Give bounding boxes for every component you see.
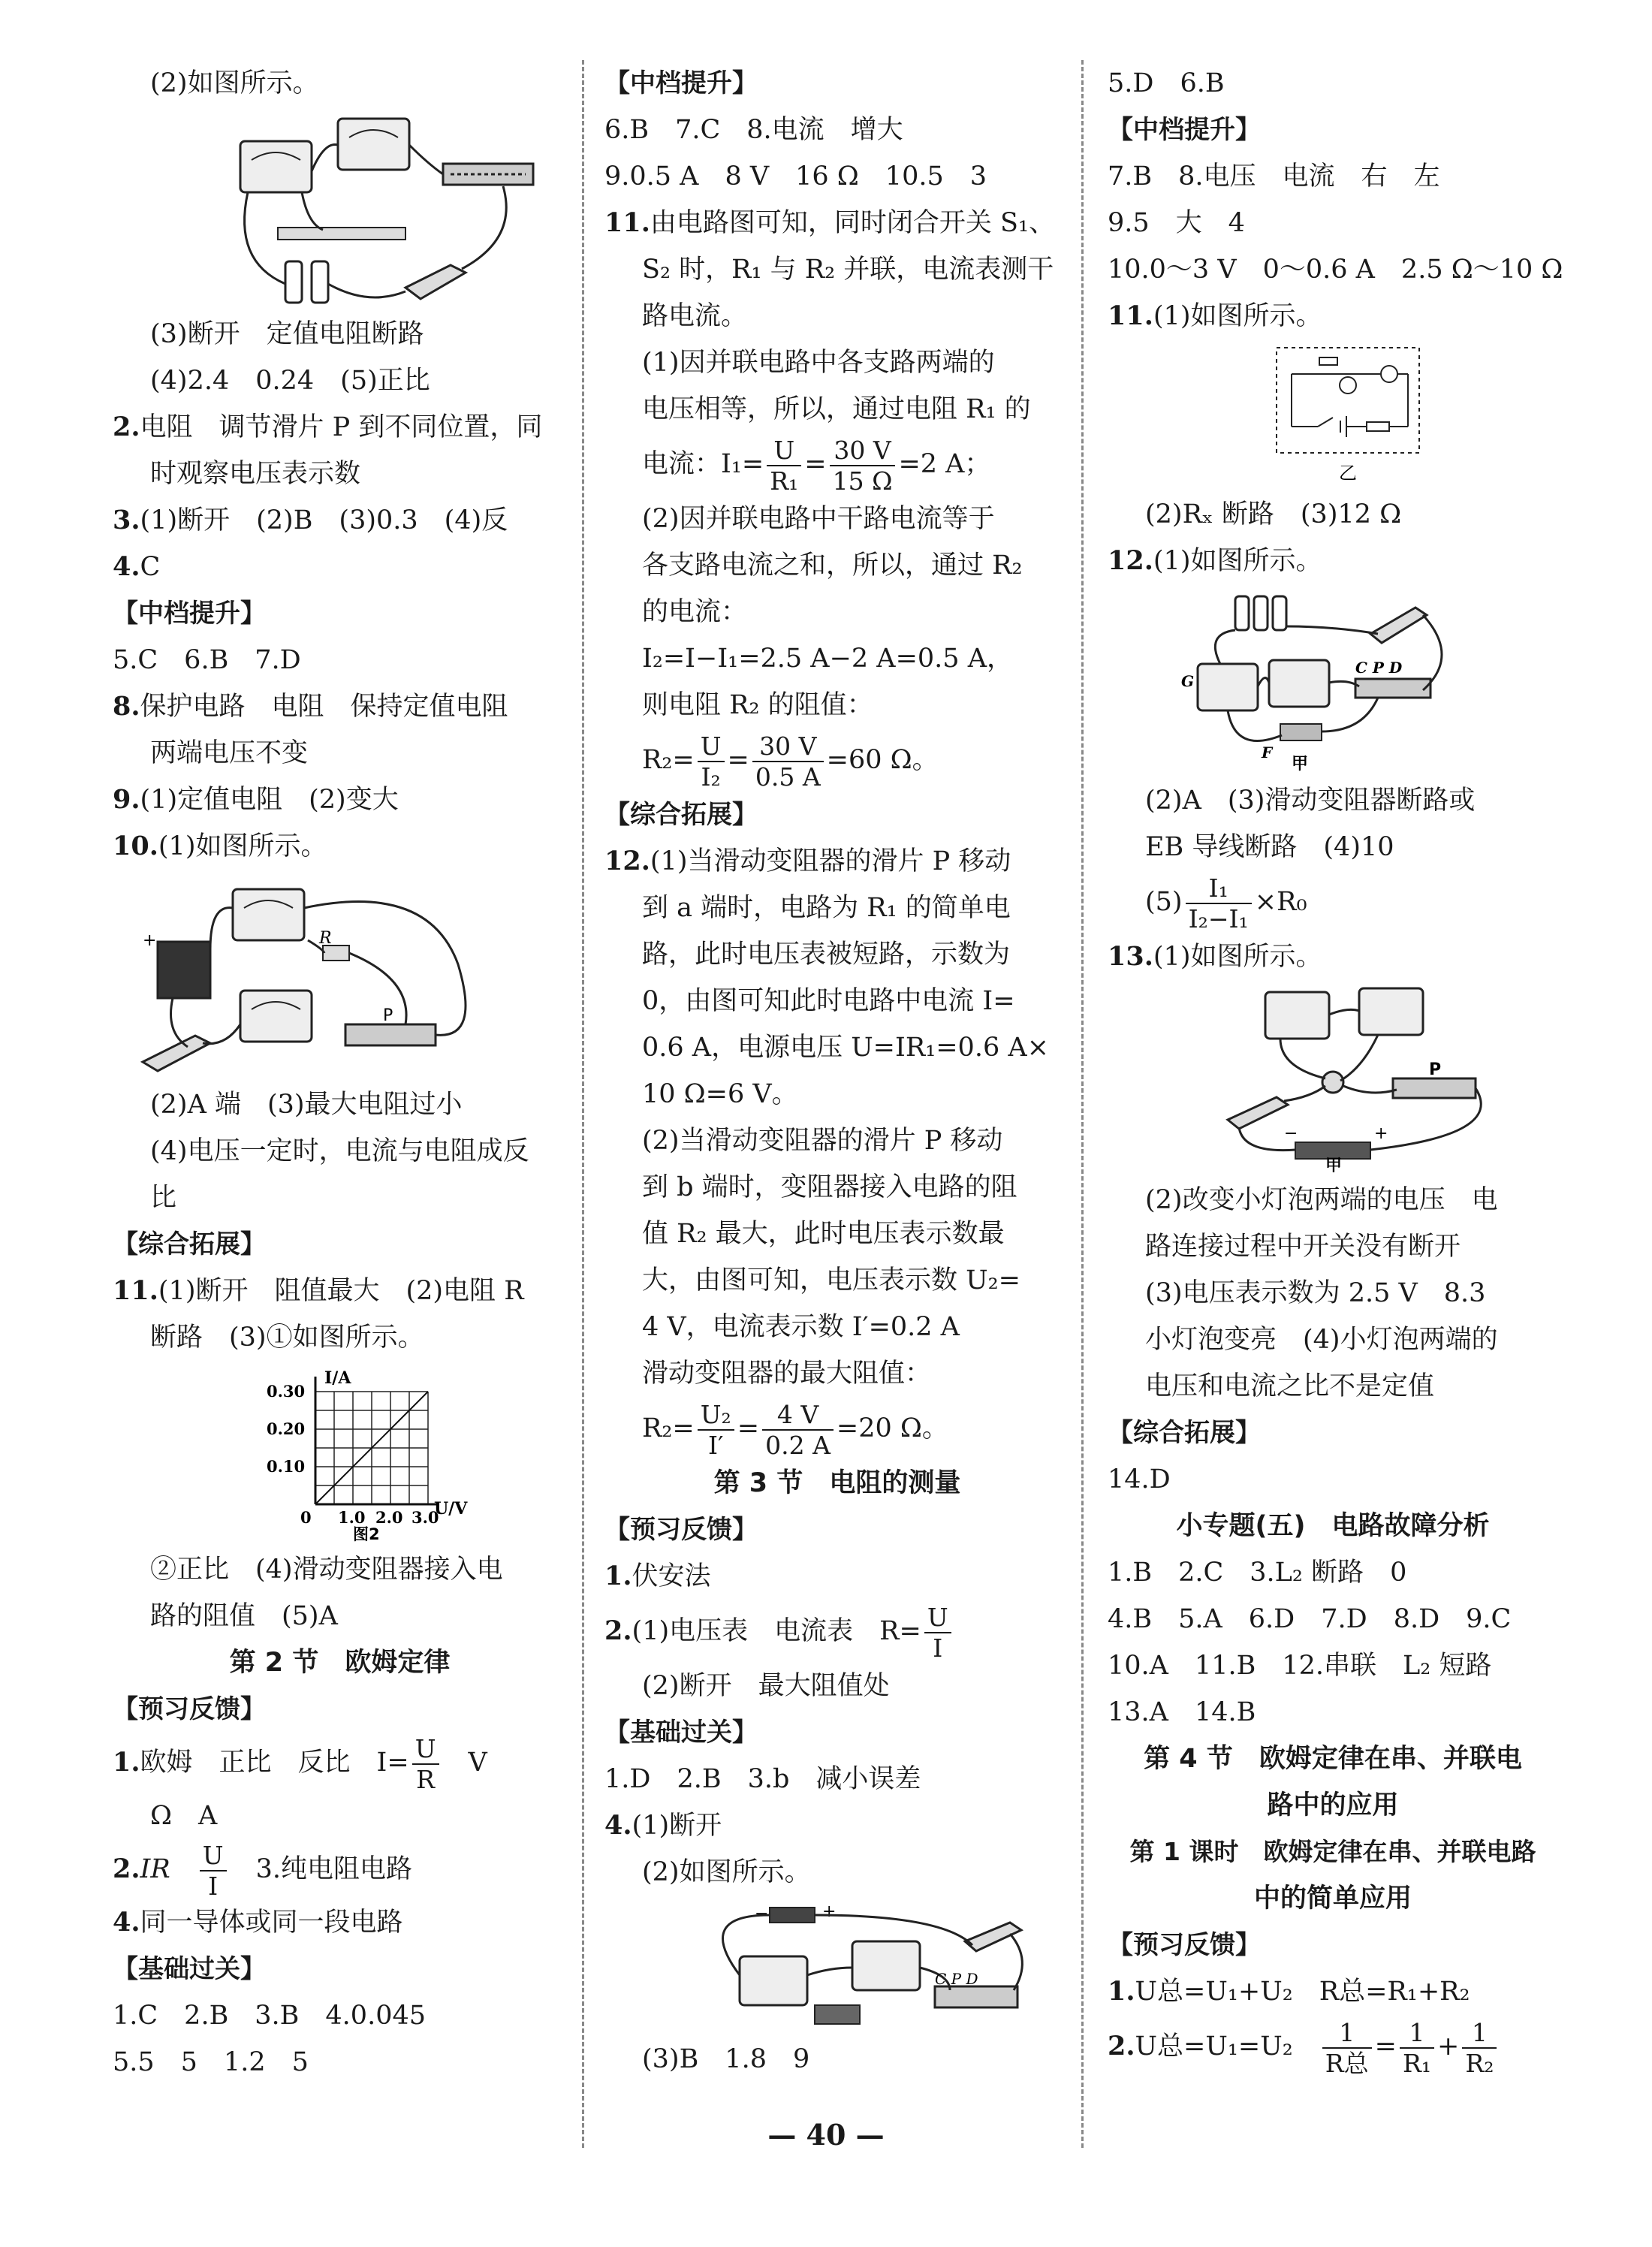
c3-line xyxy=(1108,933,1558,980)
c3-line xyxy=(1108,293,1558,339)
c3-line: 14.D xyxy=(1108,1464,1171,1494)
section-header: 【中档提升】 xyxy=(1108,115,1261,145)
svg-text:R: R xyxy=(319,929,332,948)
q-num: 8. xyxy=(113,691,140,722)
c1-line: 1.C 2.B 3.B 4.0.045 xyxy=(113,2001,426,2031)
frac-den: 0.2 A xyxy=(765,1430,831,1460)
svg-text:C P D: C P D xyxy=(935,1970,978,1988)
c1-line xyxy=(113,404,567,451)
section-title: 中的简单应用 xyxy=(1253,1884,1412,1914)
frac-den: I′ xyxy=(707,1430,724,1460)
c2-line: 值 R₂ 最大，此时电压表示数最 xyxy=(642,1219,1005,1249)
c1-line: 5.C 6.B 7.D xyxy=(113,645,301,675)
answer-text: R₂= xyxy=(642,745,695,775)
frac-num: U xyxy=(698,734,725,762)
c2-line: (2)如图所示。 xyxy=(642,1857,811,1887)
frac-den: R₂ xyxy=(1465,2048,1494,2078)
y-axis-label: I/A xyxy=(324,1368,351,1388)
column-divider-1 xyxy=(582,60,584,2148)
q-num: 4. xyxy=(113,551,140,582)
fraction xyxy=(1400,2017,1434,2078)
c3-line xyxy=(1108,870,1558,933)
answer-text: 由电路图可知，同时闭合开关 S₁、 xyxy=(650,208,1056,238)
q-num: 2. xyxy=(113,412,140,442)
section-header: 【预习反馈】 xyxy=(1108,1930,1261,1960)
c3-line: (2)改变小灯泡两端的电压 电 xyxy=(1145,1185,1498,1215)
section-title: 第 1 课时 欧姆定律在串、并联电路 xyxy=(1129,1837,1536,1866)
q-num: 13. xyxy=(1108,941,1153,972)
column-3 xyxy=(1108,60,1563,2078)
c2-line: 的电流： xyxy=(642,597,748,627)
circuit-figure-2 xyxy=(128,874,548,1077)
page-number: — 40 — xyxy=(767,2118,885,2152)
c2-line xyxy=(604,838,1070,885)
answer-text: (1)如图所示。 xyxy=(1153,942,1322,972)
fraction xyxy=(830,435,896,496)
c2-line: 1.D 2.B 3.b 减小误差 xyxy=(604,1764,921,1794)
q-num: 9. xyxy=(113,784,140,815)
q-num: 11. xyxy=(1108,300,1153,331)
fraction xyxy=(752,731,824,792)
c3-line: 1.B 2.C 3.L₂ 断路 0 xyxy=(1108,1558,1407,1588)
answer-text: (1)当滑动变阻器的滑片 P 移动 xyxy=(650,846,1011,876)
y-tick-label: 0.20 xyxy=(267,1419,306,1438)
column-2 xyxy=(604,60,1070,2083)
q-num: 11. xyxy=(113,1275,158,1306)
fraction xyxy=(1322,2017,1372,2078)
c2-line: 10 Ω=6 V。 xyxy=(642,1079,798,1109)
c2-line xyxy=(604,1553,1070,1600)
svg-text:F: F xyxy=(1262,743,1273,762)
frac-den: 0.5 A xyxy=(755,762,821,792)
c3-line: (2)A (3)滑动变阻器断路或 xyxy=(1145,786,1476,816)
section-header: 【综合拓展】 xyxy=(113,1229,266,1259)
c1-line xyxy=(113,1899,567,1946)
answer-text: (1)断开 (2)B (3)0.3 (4)反 xyxy=(140,505,508,535)
c1-line: (4)2.4 0.24 (5)正比 xyxy=(150,366,430,396)
figure-caption: 甲 xyxy=(1325,1157,1343,1172)
c3-line: 10.A 11.B 12.串联 L₂ 短路 xyxy=(1108,1651,1492,1681)
c2-line: S₂ 时，R₁ 与 R₂ 并联，电流表测干 xyxy=(642,255,1054,285)
answer-text: U总=U₁=U₂ xyxy=(1135,2031,1319,2062)
frac-den: R xyxy=(416,1764,436,1794)
frac-num: U xyxy=(200,1843,227,1871)
c2-line: 电压相等，所以，通过电阻 R₁ 的 xyxy=(642,394,1031,424)
c2-line xyxy=(604,433,1070,496)
q-num: 11. xyxy=(604,207,650,238)
answer-text: 电阻 调节滑片 P 到不同位置，同 xyxy=(140,412,543,442)
svg-text:C P D: C P D xyxy=(1355,659,1403,677)
c2-line: I₂=I−I₁=2.5 A−2 A=0.5 A， xyxy=(642,644,1013,674)
circuit-figure-1 xyxy=(128,111,548,306)
frac-num: U₂ xyxy=(698,1402,734,1431)
fraction xyxy=(698,731,725,792)
answer-text: (1)如图所示。 xyxy=(1153,301,1322,331)
iv-graph xyxy=(113,1365,563,1542)
c3-line: 13.A 14.B xyxy=(1108,1697,1256,1727)
answer-text: = xyxy=(727,745,749,775)
answer-text: 伏安法 xyxy=(632,1561,711,1591)
circuit-diagram-yi xyxy=(1108,344,1558,487)
section-title: 路中的应用 xyxy=(1267,1790,1399,1820)
column-1 xyxy=(113,60,567,2086)
section-header: 【基础过关】 xyxy=(113,1954,266,1984)
section-header: 【预习反馈】 xyxy=(604,1515,758,1545)
q-num: 2. xyxy=(604,1615,632,1646)
section-header: 【预习反馈】 xyxy=(113,1694,266,1724)
c3-line xyxy=(1108,1968,1558,2015)
c2-line xyxy=(604,1397,1070,1460)
c2-line xyxy=(604,1802,1070,1849)
c3-line: (2)Rₓ 断路 (3)12 Ω xyxy=(1145,499,1402,529)
fraction xyxy=(1462,2017,1497,2078)
c1-line xyxy=(113,1733,567,1793)
c2-line: (1)因并联电路中各支路两端的 xyxy=(642,348,995,378)
c2-line: 路，此时电压表被短路，示数为 xyxy=(642,940,1011,970)
q-num: 12. xyxy=(604,846,650,876)
answer-text: =20 Ω。 xyxy=(836,1413,948,1443)
answer-text: IR xyxy=(140,1854,170,1884)
c3-line: 小灯泡变亮 (4)小灯泡两端的 xyxy=(1145,1325,1498,1355)
c2-line: 大，由图可知，电压表示数 U₂= xyxy=(642,1265,1020,1295)
answer-text: ×R₀ xyxy=(1254,887,1307,917)
svg-text:+: + xyxy=(822,1902,837,1921)
section-title: 第 3 节 电阻的测量 xyxy=(713,1468,961,1498)
c2-line: 滑动变阻器的最大阻值： xyxy=(642,1359,932,1389)
q-num: 3. xyxy=(113,505,140,535)
fraction xyxy=(1186,873,1252,933)
c2-line: 0.6 A，电源电压 U=IR₁=0.6 A× xyxy=(642,1033,1049,1063)
q-num: 1. xyxy=(113,1747,140,1778)
frac-den: I xyxy=(208,1871,219,1901)
circuit-figure-jia-1 xyxy=(1108,589,1558,773)
frac-num: 1 xyxy=(1400,2020,1434,2049)
c1-line xyxy=(113,683,567,730)
c1-line: 两端电压不变 xyxy=(150,738,309,768)
graph-caption: 图2 xyxy=(353,1525,380,1542)
answer-text: + xyxy=(1437,2031,1460,2062)
c1-line: Ω A xyxy=(150,1801,218,1831)
c1-line xyxy=(113,1268,567,1314)
c2-line: 到 a 端时，电路为 R₁ 的简单电 xyxy=(642,893,1011,923)
fraction xyxy=(200,1840,227,1901)
x-tick-label: 1.0 xyxy=(338,1508,366,1527)
circuit-figure-3 xyxy=(604,1900,1040,2031)
frac-num: 1 xyxy=(1322,2020,1372,2049)
figure-caption: 乙 xyxy=(1339,463,1357,484)
svg-text:P: P xyxy=(383,1006,393,1025)
svg-text:P: P xyxy=(1429,1060,1442,1079)
c1-line xyxy=(113,1839,567,1899)
c1-line: 比 xyxy=(150,1183,177,1213)
section-header: 【中档提升】 xyxy=(604,68,758,98)
c1-line: (4)电压一定时，电流与电阻成反 xyxy=(150,1136,529,1166)
svg-text:G: G xyxy=(1181,672,1195,690)
c2-line: 各支路电流之和，所以，通过 R₂ xyxy=(642,550,1023,581)
c3-line: 10.0～3 V 0～0.6 A 2.5 Ω～10 Ω xyxy=(1108,255,1563,285)
answer-text: (1)断开 xyxy=(632,1811,722,1841)
answer-text: V xyxy=(468,1748,487,1778)
q-num: 1. xyxy=(604,1561,632,1591)
answer-text: 保护电路 电阻 保持定值电阻 xyxy=(140,692,508,722)
answer-text: U总=U₁+U₂ R总=R₁+R₂ xyxy=(1135,1977,1470,2007)
c1-line xyxy=(113,497,567,544)
q-num: 10. xyxy=(113,831,158,861)
c2-line: 0，由图可知此时电路中电流 I= xyxy=(642,986,1015,1016)
c2-line xyxy=(604,728,1070,792)
c3-line: EB 导线断路 (4)10 xyxy=(1145,832,1394,862)
column-divider-2 xyxy=(1081,60,1084,2148)
answer-text: (1)如图所示。 xyxy=(158,831,327,861)
x-tick-label: 0 xyxy=(300,1508,312,1527)
frac-den: I₂ xyxy=(701,762,721,792)
frac-num: 30 V xyxy=(830,438,896,466)
svg-text:−: − xyxy=(755,1905,769,1923)
figure-caption: 甲 xyxy=(1292,755,1309,773)
frac-num: 30 V xyxy=(752,734,824,762)
answer-text: 同一导体或同一段电路 xyxy=(140,1908,403,1938)
c1-line xyxy=(113,823,567,870)
q-num: 4. xyxy=(604,1810,632,1841)
section-title: 第 2 节 欧姆定律 xyxy=(229,1648,451,1678)
c2-line: (2)断开 最大阻值处 xyxy=(642,1671,890,1701)
answer-text: =2 A； xyxy=(898,449,991,479)
fraction xyxy=(767,435,801,496)
c2-line: (2)因并联电路中干路电流等于 xyxy=(642,504,995,534)
c1-line: (2)A 端 (3)最大电阻过小 xyxy=(150,1090,463,1120)
answer-text: (1)如图所示。 xyxy=(1153,546,1322,576)
y-tick-label: 0.10 xyxy=(267,1457,306,1476)
frac-den: I₂−I₁ xyxy=(1188,903,1249,933)
q-num: 12. xyxy=(1108,545,1153,576)
frac-num: U xyxy=(767,438,801,466)
answer-text: (1)定值电阻 (2)变大 xyxy=(140,785,399,815)
c2-line: 4 V，电流表示数 I′=0.2 A xyxy=(642,1312,960,1342)
section-title: 小专题(五) 电路故障分析 xyxy=(1176,1511,1490,1541)
frac-num: 4 V xyxy=(762,1402,834,1431)
c2-line: 则电阻 R₂ 的阻值： xyxy=(642,690,873,720)
c3-line: 电压和电流之比不是定值 xyxy=(1145,1371,1435,1401)
x-tick-label: 3.0 xyxy=(411,1508,439,1527)
answer-text: R₂= xyxy=(642,1413,695,1443)
c3-line: (3)电压表示数为 2.5 V 8.3 xyxy=(1145,1278,1486,1308)
c1-line: 5.5 5 1.2 5 xyxy=(113,2047,309,2077)
c3-line: 7.B 8.电压 电流 右 左 xyxy=(1108,161,1440,192)
answer-text: (5) xyxy=(1145,887,1183,917)
circuit-figure-jia-2 xyxy=(1108,985,1558,1172)
frac-den: R₁ xyxy=(770,466,799,496)
frac-den: R₁ xyxy=(1402,2048,1432,2078)
fraction xyxy=(412,1733,439,1794)
c3-line: 9.5 大 4 xyxy=(1108,208,1245,238)
answer-text: (1)断开 阻值最大 (2)电阻 R xyxy=(158,1276,524,1306)
c1-line xyxy=(113,544,567,590)
c2-line: (2)当滑动变阻器的滑片 P 移动 xyxy=(642,1126,1003,1156)
c1-line: ②正比 (4)滑动变阻器接入电 xyxy=(150,1555,503,1585)
q-num: 2. xyxy=(1108,2031,1135,2062)
c3-line: 5.D 6.B xyxy=(1108,68,1225,98)
section-header: 【中档提升】 xyxy=(113,599,266,629)
answer-text: = xyxy=(1374,2031,1397,2062)
c1-line: (2)如图所示。 xyxy=(150,68,319,98)
c2-line xyxy=(604,200,1070,246)
section-title: 第 4 节 欧姆定律在串、并联电 xyxy=(1144,1744,1522,1774)
answer-text: (1)电压表 电流表 R= xyxy=(632,1616,921,1646)
answer-text: = xyxy=(804,449,827,479)
x-tick-label: 2.0 xyxy=(375,1508,403,1527)
section-header: 【综合拓展】 xyxy=(604,800,758,830)
svg-text:+: + xyxy=(1374,1124,1388,1143)
c2-line xyxy=(604,1600,1070,1663)
c1-line xyxy=(113,777,567,823)
fraction xyxy=(698,1399,734,1460)
frac-den: I xyxy=(933,1633,943,1663)
svg-text:+: + xyxy=(143,931,157,950)
q-num: 2. xyxy=(113,1853,140,1884)
c2-line: 到 b 端时，变阻器接入电路的阻 xyxy=(642,1172,1017,1202)
c2-line: 9.0.5 A 8 V 16 Ω 10.5 3 xyxy=(604,161,987,192)
answer-text: 3.纯电阻电路 xyxy=(255,1854,412,1884)
answer-text: 电流：I₁= xyxy=(642,449,764,479)
c1-line: 时观察电压表示数 xyxy=(150,459,361,489)
section-header: 【综合拓展】 xyxy=(1108,1418,1261,1448)
fraction xyxy=(762,1399,834,1460)
fraction xyxy=(924,1602,951,1663)
answer-text: 欧姆 正比 反比 I= xyxy=(140,1748,409,1778)
c2-line: (3)B 1.8 9 xyxy=(642,2044,810,2074)
frac-num: 1 xyxy=(1462,2020,1497,2049)
svg-text:−: − xyxy=(1284,1124,1298,1143)
frac-den: 15 Ω xyxy=(832,466,893,496)
frac-num: U xyxy=(924,1605,951,1633)
frac-num: U xyxy=(412,1736,439,1765)
q-num: 1. xyxy=(1108,1976,1135,2007)
answer-text: = xyxy=(737,1413,760,1443)
c3-line xyxy=(1108,2015,1558,2078)
x-axis-label: U/V xyxy=(434,1499,468,1519)
y-tick-label: 0.30 xyxy=(267,1382,306,1401)
answer-text: C xyxy=(140,552,161,582)
q-num: 4. xyxy=(113,1907,140,1938)
c1-line: (3)断开 定值电阻断路 xyxy=(150,319,424,349)
section-header: 【基础过关】 xyxy=(604,1718,758,1748)
c1-line: 路的阻值 (5)A xyxy=(150,1601,338,1631)
frac-num: I₁ xyxy=(1186,876,1252,904)
c1-line: 断路 (3)①如图所示。 xyxy=(150,1323,424,1353)
c3-line: 4.B 5.A 6.D 7.D 8.D 9.C xyxy=(1108,1604,1512,1634)
c3-line: 路连接过程中开关没有断开 xyxy=(1145,1232,1461,1262)
c3-line xyxy=(1108,538,1558,584)
c2-line: 6.B 7.C 8.电流 增大 xyxy=(604,115,903,145)
c2-line: 路电流。 xyxy=(642,301,748,331)
frac-den: R总 xyxy=(1325,2048,1369,2078)
answer-text: =60 Ω。 xyxy=(826,745,939,775)
